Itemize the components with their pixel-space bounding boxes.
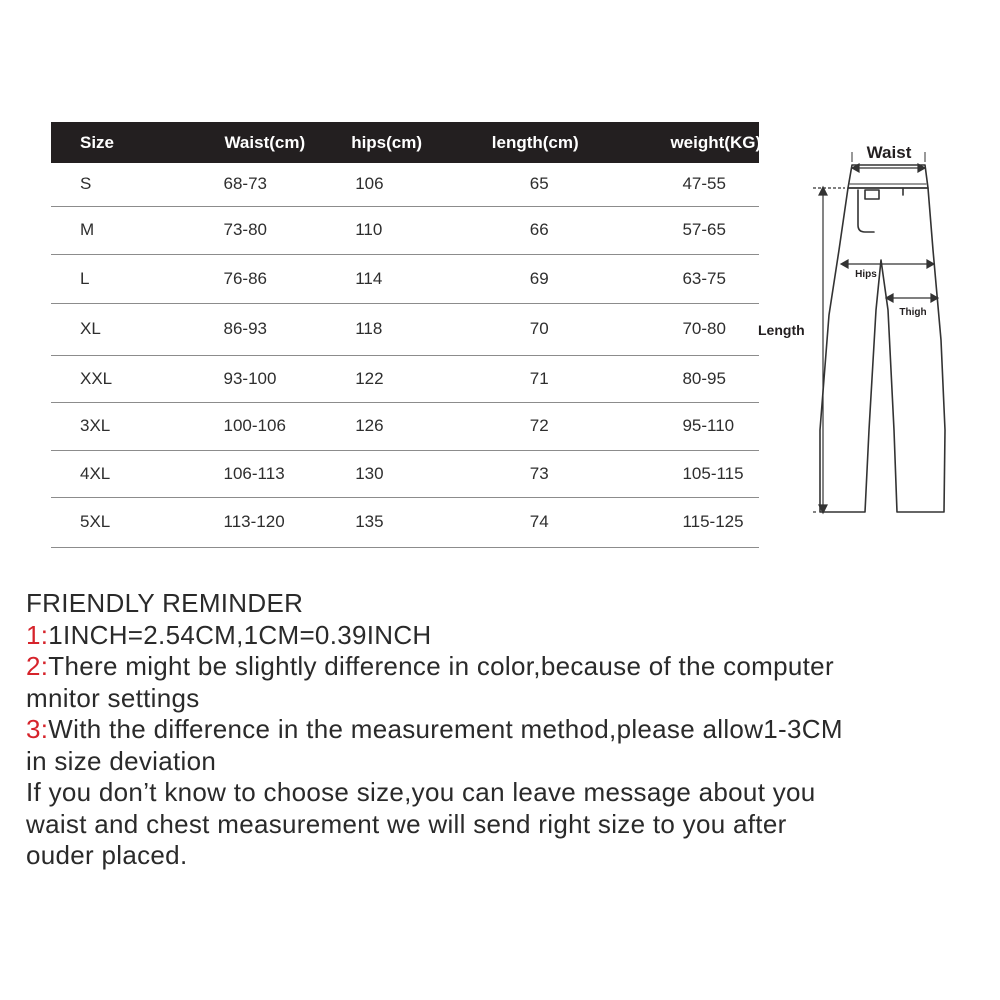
cell-hips: 135 [334,497,476,547]
cell-size: 4XL [51,450,186,497]
cell-waist: 86-93 [186,303,335,355]
table-row [51,450,759,497]
cell-hips: 106 [334,163,476,206]
reminder-item [26,620,976,652]
table-row [51,497,759,547]
cell-length: 70 [476,303,625,355]
reminder-item-text: There might be slightly difference in color,because of the computer [48,651,834,681]
reminder-item-number: 2: [26,651,49,681]
size-chart-body [51,163,759,547]
header-size: Size [51,122,186,163]
measurement-guides [813,152,938,513]
cell-size: S [51,163,186,206]
reminder-note-line: If you don’t know to choose size,you can leave message about you [26,777,816,807]
header-weight: weight(KG) [624,122,759,163]
cell-waist: 106-113 [186,450,335,497]
cell-size: XL [51,303,186,355]
table-row [51,206,759,254]
pants-outline-icon [820,165,945,512]
reminder-item [26,683,976,715]
length-label: Length [758,322,805,338]
cell-length: 65 [476,163,625,206]
reminder-item-text: in size deviation [26,745,217,776]
cell-weight: 80-95 [624,355,759,402]
cell-length: 73 [476,450,625,497]
cell-length: 66 [476,206,625,254]
size-chart-header [51,122,762,163]
reminder-item-number: 1: [26,619,49,650]
friendly-reminder [26,588,976,872]
cell-hips: 110 [334,206,476,254]
cell-waist: 113-120 [186,497,335,547]
waist-label: Waist [866,143,912,162]
reminder-note-line: ouder placed. [26,840,188,870]
cell-size: XXL [51,355,186,402]
cell-hips: 122 [334,355,476,402]
cell-weight: 47-55 [624,163,759,206]
reminder-notes [26,777,976,872]
thigh-label: Thigh [899,307,927,318]
cell-size: M [51,206,186,254]
reminder-item [26,714,976,746]
reminder-item-text: With the difference in the measurement method,please allow1-3CM [48,714,843,744]
table-row [51,303,759,355]
cell-hips: 118 [334,303,476,355]
reminder-items [26,620,976,778]
cell-weight: 105-115 [624,450,759,497]
cell-waist: 100-106 [186,402,335,450]
reminder-title: FRIENDLY REMINDER [26,588,304,618]
header-length: length(cm) [476,122,625,163]
cell-weight: 70-80 [624,303,759,355]
cell-waist: 73-80 [186,206,335,254]
cell-hips: 114 [334,254,476,303]
cell-hips: 130 [334,450,476,497]
cell-size: L [51,254,186,303]
cell-waist: 93-100 [186,355,335,402]
table-row [51,355,759,402]
hips-label: Hips [855,269,877,280]
cell-weight: 57-65 [624,206,759,254]
table-row [51,163,759,206]
header-row [51,122,759,163]
reminder-item-number: 3: [26,714,49,744]
cell-size: 3XL [51,402,186,450]
reminder-note-line: waist and chest measurement we will send right size to you after [26,808,787,839]
cell-hips: 126 [334,402,476,450]
cell-length: 71 [476,355,625,402]
cell-length: 72 [476,402,625,450]
cell-waist: 68-73 [186,163,335,206]
cell-weight: 63-75 [624,254,759,303]
cell-weight: 95-110 [624,402,759,450]
reminder-item-text: mnitor settings [26,682,200,713]
cell-waist: 76-86 [186,254,335,303]
reminder-item-text: 1INCH=2.54CM,1CM=0.39INCH [48,619,432,650]
table-row [51,402,759,450]
cell-length: 69 [476,254,625,303]
cell-weight: 115-125 [624,497,759,547]
reminder-item [26,651,976,683]
cell-length: 74 [476,497,625,547]
size-chart-table [51,122,762,548]
header-hips: hips(cm) [334,122,476,163]
header-waist: Waist(cm) [186,122,335,163]
table-row [51,254,759,303]
reminder-item [26,746,976,778]
cell-size: 5XL [51,497,186,547]
pants-measurement-diagram [755,140,975,525]
